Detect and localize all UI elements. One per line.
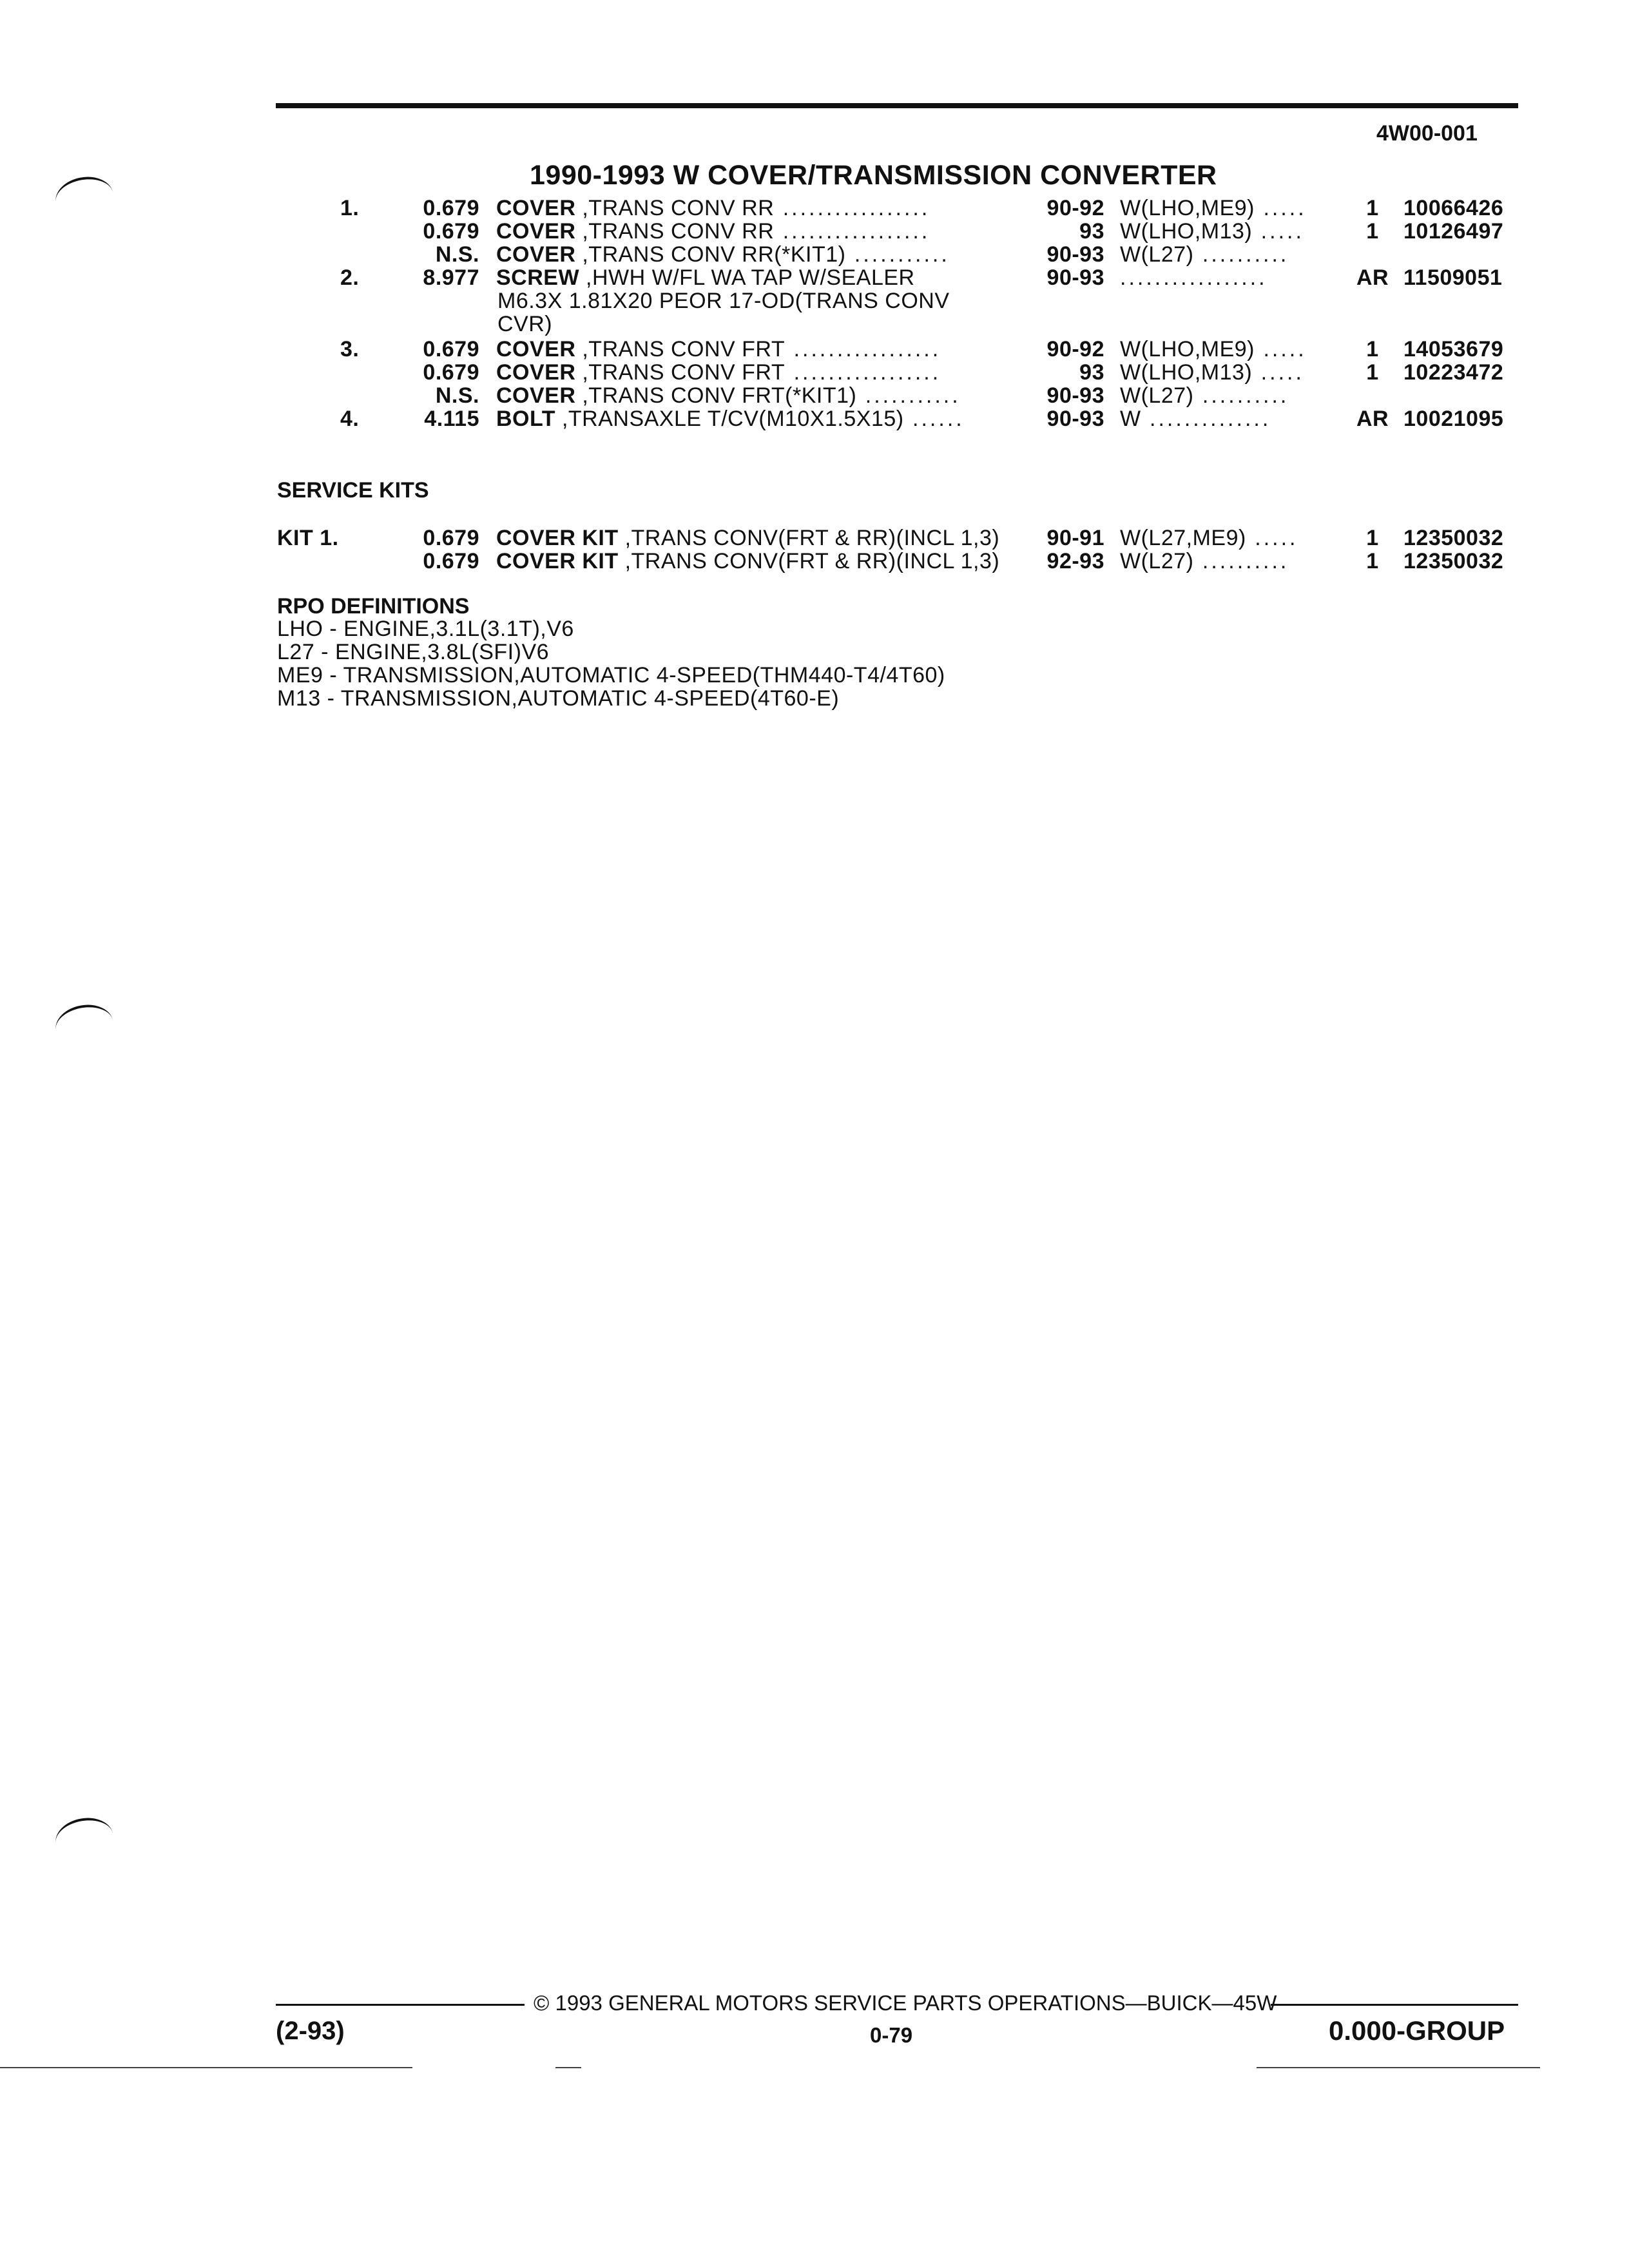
item-model xyxy=(1120,407,1271,430)
item-ref: 3. xyxy=(340,337,360,361)
item-description xyxy=(497,312,552,336)
footer-page-number: 0-79 xyxy=(870,2023,913,2047)
leader-dots: .............. xyxy=(1141,407,1271,431)
item-model xyxy=(1120,361,1304,384)
item-description xyxy=(496,338,941,361)
item-units: 1 xyxy=(1366,219,1379,244)
leader-dots: ..... xyxy=(1252,360,1304,385)
item-detail: ,TRANSAXLE T/CV(M10X1.5X15) xyxy=(561,407,904,431)
kit-units: 1 xyxy=(1366,549,1379,573)
item-name: COVER xyxy=(496,383,583,408)
item-part-number: 14053679 xyxy=(1403,337,1504,361)
item-detail: M6.3X 1.81X20 PEOR 17-OD(TRANS CONV xyxy=(497,289,950,313)
item-years: 90-93 xyxy=(1046,265,1104,290)
item-detail: ,TRANS CONV FRT(*KIT1) xyxy=(582,383,857,408)
item-years: 90-93 xyxy=(1046,383,1104,408)
item-units: AR xyxy=(1356,265,1389,290)
kit-description xyxy=(496,526,999,550)
kit-units: 1 xyxy=(1366,526,1379,550)
kit-description xyxy=(496,550,999,573)
binder-mark-middle xyxy=(52,1001,117,1052)
binder-mark-bottom xyxy=(52,1814,117,1865)
leader-dots: ..... xyxy=(1246,526,1298,550)
leader-dots: ................. xyxy=(1120,265,1268,290)
item-description xyxy=(496,243,950,266)
item-name: COVER xyxy=(496,196,583,220)
kit-qty: 0.679 xyxy=(423,526,479,550)
kit-part-number: 12350032 xyxy=(1403,549,1504,573)
item-detail: ,TRANS CONV FRT xyxy=(582,360,786,385)
item-units: 1 xyxy=(1366,360,1379,385)
model-code: W(LHO,M13) xyxy=(1120,360,1253,385)
item-years: 90-92 xyxy=(1046,337,1104,361)
kit-years: 90-91 xyxy=(1046,526,1104,550)
item-part-number: 11509051 xyxy=(1403,265,1503,290)
bottom-line-right xyxy=(1257,2067,1540,2068)
rpo-definition-line: L27 - ENGINE,3.8L(SFI)V6 xyxy=(277,640,550,664)
leader-dots: .......... xyxy=(1193,549,1289,573)
item-detail: CVR) xyxy=(497,312,553,336)
kit-ref: KIT 1. xyxy=(277,526,339,550)
kit-years: 92-93 xyxy=(1046,549,1104,573)
leader-dots: ................. xyxy=(774,219,930,244)
model-code: W(LHO,M13) xyxy=(1120,219,1253,244)
item-detail: ,TRANS CONV RR(*KIT1) xyxy=(582,242,846,267)
item-detail: ,HWH W/FL WA TAP W/SEALER xyxy=(586,265,915,290)
rpo-definition-line: M13 - TRANSMISSION,AUTOMATIC 4-SPEED(4T60-E) xyxy=(277,686,840,711)
leader-dots: ................. xyxy=(785,337,941,361)
item-model xyxy=(1120,197,1307,220)
item-description xyxy=(497,289,950,312)
binder-mark-top xyxy=(52,173,117,224)
item-name: COVER xyxy=(496,242,583,267)
item-ref: 2. xyxy=(340,265,360,290)
model-code: W(L27,ME9) xyxy=(1120,526,1246,550)
kit-detail: ,TRANS CONV(FRT & RR)(INCL 1,3) xyxy=(624,526,1000,550)
item-years: 90-92 xyxy=(1046,196,1104,220)
model-code: W(L27) xyxy=(1120,383,1194,408)
item-model xyxy=(1120,220,1304,243)
item-model xyxy=(1120,338,1307,361)
kit-model xyxy=(1120,526,1298,550)
item-model xyxy=(1120,243,1289,266)
item-description xyxy=(496,384,961,407)
model-code: W(LHO,ME9) xyxy=(1120,337,1255,361)
item-ref: 4. xyxy=(340,407,360,431)
leader-dots: ..... xyxy=(1255,196,1307,220)
item-qty: 0.679 xyxy=(423,360,479,385)
item-units: 1 xyxy=(1366,337,1379,361)
footer-rule-left xyxy=(276,2004,525,2006)
leader-dots: ................. xyxy=(774,196,930,220)
item-qty: 0.679 xyxy=(423,337,479,361)
leader-dots: .......... xyxy=(1193,242,1289,267)
kit-name: COVER KIT xyxy=(496,549,625,573)
footer-date: (2-93) xyxy=(276,2017,345,2045)
rpo-heading: RPO DEFINITIONS xyxy=(277,594,470,619)
item-name: BOLT xyxy=(496,407,562,431)
item-name: COVER xyxy=(496,219,583,244)
item-years: 93 xyxy=(1079,360,1104,385)
item-detail: ,TRANS CONV FRT xyxy=(582,337,786,361)
footer-rule-right xyxy=(1271,2004,1518,2006)
item-description xyxy=(496,266,915,289)
model-code: W(LHO,ME9) xyxy=(1120,196,1255,220)
item-part-number: 10066426 xyxy=(1403,196,1504,220)
leader-dots: ..... xyxy=(1255,337,1307,361)
model-code: W(L27) xyxy=(1120,242,1194,267)
item-years: 93 xyxy=(1079,219,1104,244)
item-ref: 1. xyxy=(340,196,360,220)
item-qty: 8.977 xyxy=(423,265,479,290)
item-name: COVER xyxy=(496,360,583,385)
footer-group: 0.000-GROUP xyxy=(1329,2015,1505,2046)
item-units: 1 xyxy=(1366,196,1379,220)
item-units: AR xyxy=(1356,407,1389,431)
bottom-line-mid xyxy=(555,2067,581,2068)
model-code: W(L27) xyxy=(1120,549,1194,573)
footer-copyright: © 1993 GENERAL MOTORS SERVICE PARTS OPERATIONS—BUICK—45W xyxy=(534,1991,1277,2015)
item-part-number: 10021095 xyxy=(1403,407,1504,431)
item-description xyxy=(496,407,965,430)
leader-dots: ........... xyxy=(856,383,961,408)
item-model xyxy=(1120,266,1268,289)
item-description xyxy=(496,220,930,243)
item-name: COVER xyxy=(496,337,583,361)
leader-dots: ........... xyxy=(845,242,950,267)
item-qty: 0.679 xyxy=(423,196,479,220)
kit-detail: ,TRANS CONV(FRT & RR)(INCL 1,3) xyxy=(624,549,1000,573)
leader-dots: ..... xyxy=(1252,219,1304,244)
item-part-number: 10223472 xyxy=(1403,360,1504,385)
item-description xyxy=(496,197,930,220)
leader-dots: ................. xyxy=(785,360,941,385)
item-qty: 0.679 xyxy=(423,219,479,244)
top-rule xyxy=(276,103,1518,108)
item-qty: 4.115 xyxy=(424,407,479,431)
service-kits-heading: SERVICE KITS xyxy=(277,478,429,503)
item-name: SCREW xyxy=(496,265,586,290)
item-detail: ,TRANS CONV RR xyxy=(582,219,775,244)
page-title: 1990-1993 W COVER/TRANSMISSION CONVERTER xyxy=(530,160,1217,191)
rpo-definition-line: ME9 - TRANSMISSION,AUTOMATIC 4-SPEED(THM440-T4/4T60) xyxy=(277,663,945,687)
kit-part-number: 12350032 xyxy=(1403,526,1504,550)
item-years: 90-93 xyxy=(1046,242,1104,267)
leader-dots: .......... xyxy=(1193,383,1289,408)
item-model xyxy=(1120,384,1289,407)
kit-qty: 0.679 xyxy=(423,549,479,573)
document-code: 4W00-001 xyxy=(1376,121,1478,146)
item-description xyxy=(496,361,941,384)
model-code: W xyxy=(1120,407,1141,431)
item-qty: N.S. xyxy=(435,242,479,267)
kit-model xyxy=(1120,550,1289,573)
item-years: 90-93 xyxy=(1046,407,1104,431)
item-detail: ,TRANS CONV RR xyxy=(582,196,775,220)
bottom-line-left xyxy=(0,2067,412,2068)
rpo-definition-line: LHO - ENGINE,3.1L(3.1T),V6 xyxy=(277,617,574,641)
kit-name: COVER KIT xyxy=(496,526,625,550)
item-qty: N.S. xyxy=(435,383,479,408)
item-part-number: 10126497 xyxy=(1403,219,1504,244)
leader-dots: ...... xyxy=(903,407,965,431)
